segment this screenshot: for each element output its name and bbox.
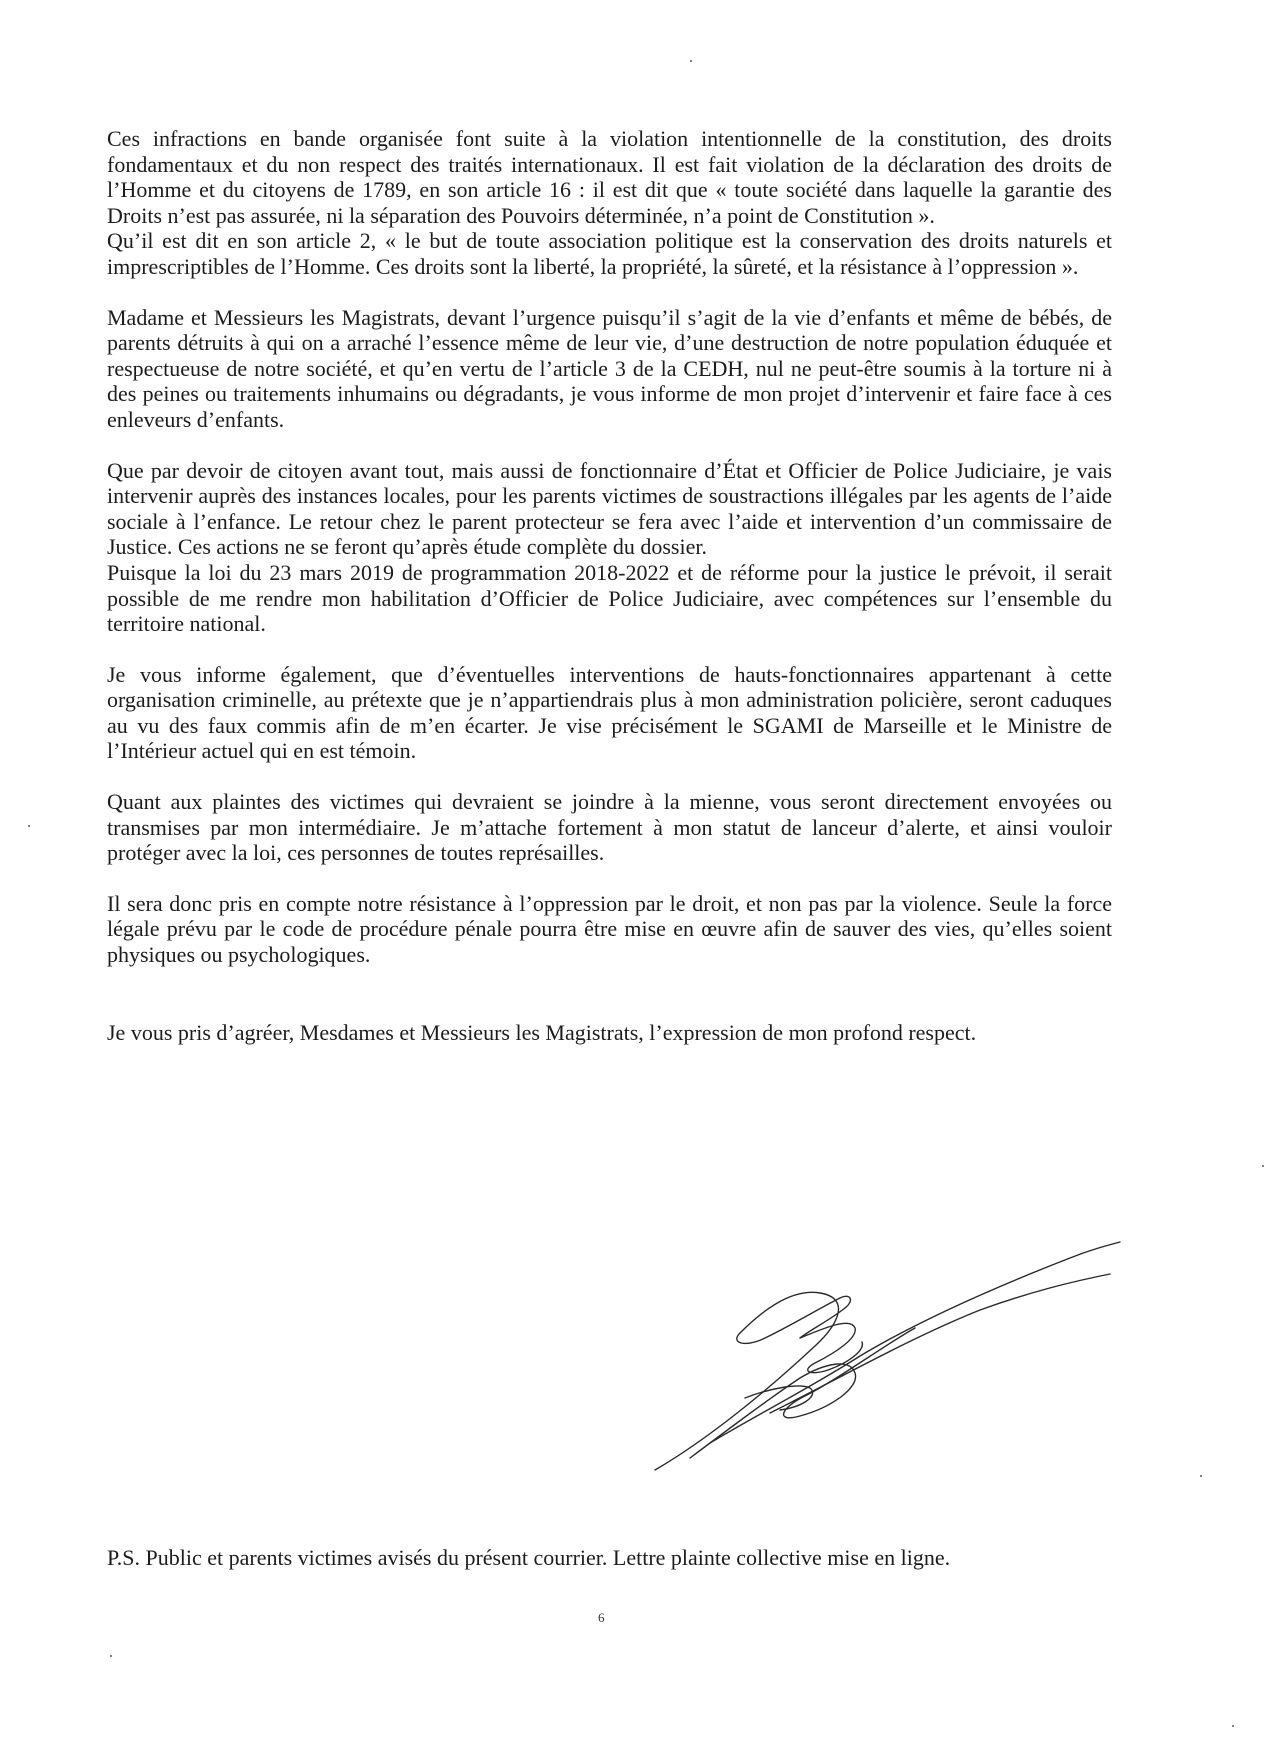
- paragraph-urgency: Madame et Messieurs les Magistrats, devant l’urgence puisqu’il s’agit de la vie d’enfants et même de bébés, de parents détruits à qui on a arraché l’essence même de leur vie, d’une destruction de notre population éduquée et respectueuse de notre société, et qu’en vertu de l’article 3 de la CEDH, nul ne peut-être soumis à la torture ni à des peines ou traitements inhumains ou dégradants, je vous informe de mon projet d’intervenir et faire face à ces enleveurs d’enfants.: [107, 304, 1112, 432]
- scan-speck: [110, 1655, 112, 1657]
- scan-speck: [1232, 1725, 1234, 1727]
- paragraph-resistance: Il sera donc pris en compte notre résistance à l’oppression par le droit, et non pas par la violence. Seule la force légale prévu par le code de procédure pénale pourra être mise en œuvre afin de sauver des vies, qu’elles soient physiques ou psychologiques.: [107, 890, 1112, 968]
- paragraph-intervention: Que par devoir de citoyen avant tout, mais aussi de fonctionnaire d’État et Officier de Police Judiciaire, je vais intervenir auprès des instances locales, pour les parents victimes de soustractions illégales par les agents de l’aide sociale à l’enfance. Le retour chez le parent protecteur se fera avec l’aide et intervention d’un commissaire de Justice. Ces actions ne se feront qu’après étude complète du dossier.: [107, 457, 1112, 560]
- paragraph-article-2: Qu’il est dit en son article 2, « le but de toute association politique est la conservation des droits naturels et imprescriptibles de l’Homme. Ces droits sont la liberté, la propriété, la sûreté, et la résistance à l’oppression ».: [107, 228, 1112, 279]
- handwritten-signature: [650, 1238, 1130, 1508]
- paragraph-constitution-violation: Ces infractions en bande organisée font suite à la violation intentionnelle de la constitution, des droits fondamentaux et du non respect des traités internationaux. Il est fait violation de la déclaration des droits de l’Homme et du citoyens de 1789, en son article 16 : il est dit que « toute société dans laquelle la garantie des Droits n’est pas assurée, ni la séparation des Pouvoirs déterminée, n’a point de Constitution ».: [107, 126, 1112, 228]
- paragraph-officials: Je vous informe également, que d’éventuelles interventions de hauts-fonctionnaires appartenant à cette organisation criminelle, au prétexte que je n’appartiendrais plus à mon administration policière, seront caduques au vu des faux commis afin de m’en écarter. Je vise précisément le SGAMI de Marseille et le Ministre de l’Intérieur actuel qui en est témoin.: [107, 661, 1112, 764]
- scan-speck: [28, 825, 30, 827]
- paragraph-law-2019: Puisque la loi du 23 mars 2019 de programmation 2018-2022 et de réforme pour la justice le prévoit, il serait possible de me rendre mon habilitation d’Officier de Police Judiciaire, avec compétences sur l’ensemble du territoire national.: [107, 559, 1112, 637]
- paragraph-complaints: Quant aux plaintes des victimes qui devraient se joindre à la mienne, vous seront directement envoyées ou transmises par mon intermédiaire. Je m’attache fortement à mon statut de lanceur d’alerte, et ainsi vouloir protéger avec la loi, ces personnes de toutes représailles.: [107, 789, 1112, 866]
- closing-formula: Je vous pris d’agréer, Mesdames et Messieurs les Magistrats, l’expression de mon profond respect.: [107, 1019, 977, 1045]
- page-number: 6: [598, 1610, 605, 1625]
- postscript: P.S. Public et parents victimes avisés du présent courrier. Lettre plainte collective mise en ligne.: [107, 1545, 951, 1570]
- scan-speck: [1262, 1165, 1264, 1167]
- scan-speck: [1200, 1475, 1202, 1477]
- letter-body: [107, 126, 1112, 1070]
- scan-speck: [690, 60, 692, 62]
